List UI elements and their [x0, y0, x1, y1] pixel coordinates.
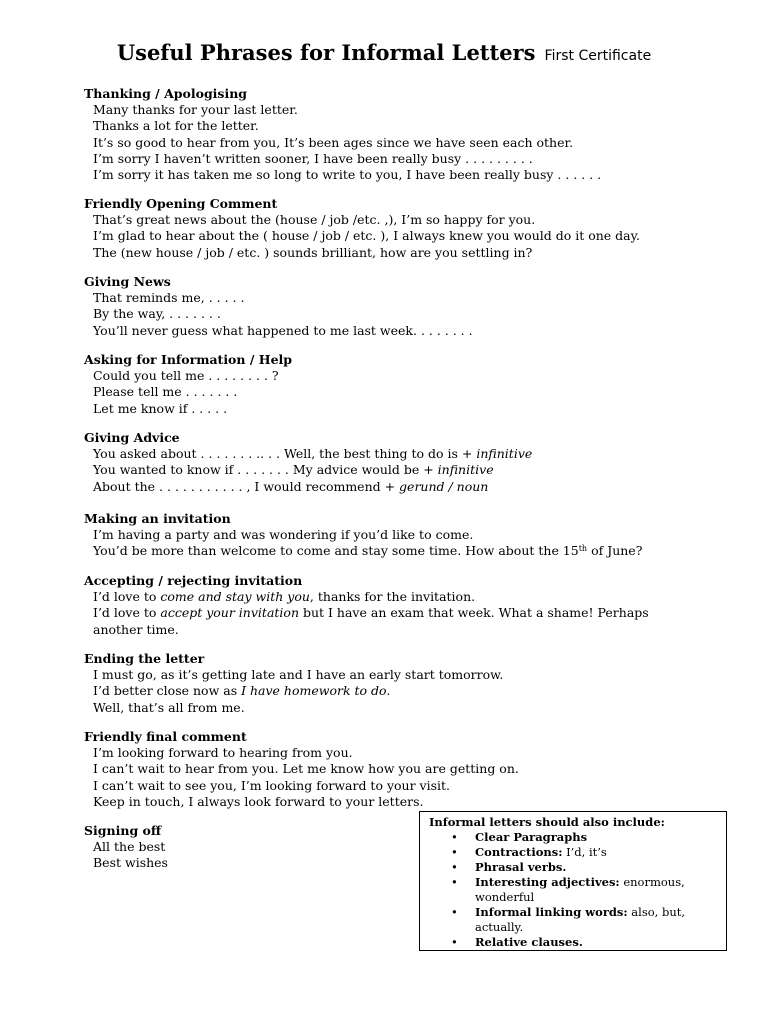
section-heading: Accepting / rejecting invitation [84, 573, 303, 588]
tip-bold: Phrasal verbs. [475, 860, 567, 874]
phrase-line: I must go, as it’s getting late and I have an early start tomorrow. [93, 667, 504, 683]
phrase-line: I can’t wait to see you, I’m looking forward to your visit. [93, 777, 451, 793]
tip-text: I’d, it’s [562, 845, 607, 859]
section-heading: Making an invitation [84, 511, 231, 526]
phrase-italic: infinitive [476, 446, 533, 462]
tip-bold: Interesting adjectives: [475, 875, 620, 889]
phrase-text: I’d love to [93, 605, 161, 621]
phrase-line [84, 446, 532, 462]
phrase-line: I’m sorry I haven’t written sooner, I have been really busy . . . . . . . . . [93, 150, 533, 166]
phrase-line: Well, that’s all from me. [93, 699, 245, 715]
phrase-line [84, 543, 642, 559]
section-heading: Thanking / Apologising [84, 86, 248, 101]
tip-bold: Clear Paragraphs [475, 830, 588, 844]
tip-bold: Relative clauses. [475, 935, 583, 949]
phrase-italic: accept your invitation [160, 605, 299, 621]
tip-bold: Contractions: [475, 845, 563, 859]
phrase-line: I’m looking forward to hearing from you. [93, 745, 353, 761]
phrase-line: Keep in touch, I always look forward to your letters. [93, 793, 424, 809]
section-invitation [84, 511, 642, 560]
section-ending [84, 651, 503, 716]
phrase-italic: gerund / noun [399, 478, 489, 494]
section-accepting [84, 573, 649, 638]
tip-bold: Informal linking words: [475, 905, 628, 919]
tips-list-item [429, 935, 720, 950]
section-news [84, 274, 473, 339]
phrase-text: I’d love to [93, 589, 161, 605]
phrase-line: By the way, . . . . . . . [93, 306, 221, 322]
section-final [84, 729, 519, 810]
section-heading: Asking for Information / Help [84, 352, 293, 367]
phrase-text: You wanted to know if . . . . . . . My advice would be + [93, 462, 438, 478]
section-heading: Signing off [84, 823, 162, 838]
phrase-line: another time. [93, 621, 179, 637]
section-advice [84, 430, 532, 495]
phrase-line: I’m having a party and was wondering if you’d like to come. [93, 527, 474, 543]
phrase-line [84, 479, 532, 495]
section-opening [84, 196, 640, 261]
phrase-line: I’m glad to hear about the ( house / job / etc. ), I always knew you would do it one day. [93, 228, 640, 244]
phrase-text: You’d be more than welcome to come and stay some time. How about the 15 [93, 543, 579, 559]
section-heading: Ending the letter [84, 651, 205, 666]
tips-box-title: Informal letters should also include: [429, 815, 665, 829]
tips-list-item [429, 875, 720, 905]
phrase-text: You asked about . . . . . . . .. . . Well, the best thing to do is + [93, 446, 477, 462]
tips-box [419, 811, 727, 951]
section-heading: Friendly final comment [84, 729, 247, 744]
phrase-text: I’d better close now as [93, 683, 242, 699]
phrase-line: Could you tell me . . . . . . . . ? [93, 368, 279, 384]
phrase-line: Many thanks for your last letter. [93, 102, 298, 118]
phrase-line: Please tell me . . . . . . . [93, 384, 238, 400]
phrase-line [84, 462, 532, 478]
tips-list [429, 830, 720, 950]
phrase-line: All the best [93, 839, 166, 855]
phrase-line [84, 589, 649, 605]
phrase-line [84, 683, 503, 699]
tips-list-item [429, 830, 720, 845]
section-thanking [84, 86, 601, 183]
tip-text: enormous, wonderful [475, 875, 685, 904]
phrase-line: That reminds me, . . . . . [93, 290, 245, 306]
phrase-line: It’s so good to hear from you, It’s been ages since we have seen each other. [93, 134, 574, 150]
section-signing [84, 823, 168, 872]
tip-text: also, but, actually. [475, 905, 686, 934]
phrase-text: , thanks for the invitation. [309, 589, 476, 605]
tips-list-item [429, 845, 720, 860]
section-heading: Friendly Opening Comment [84, 196, 278, 211]
phrase-italic: come and stay with you [160, 589, 310, 605]
title-main: Useful Phrases for Informal Letters [116, 40, 536, 65]
phrase-line: Let me know if . . . . . [93, 400, 228, 416]
phrase-line: Best wishes [93, 855, 168, 871]
phrase-line [84, 605, 649, 621]
section-heading: Giving Advice [84, 430, 180, 445]
phrase-line: You’ll never guess what happened to me last week. . . . . . . . [93, 322, 473, 338]
phrase-text: but I have an exam that week. What a shame! Perhaps [299, 605, 649, 621]
phrase-line: I can’t wait to hear from you. Let me know how you are getting on. [93, 761, 519, 777]
title-subtitle: First Certificate [544, 48, 652, 64]
tips-list-item [429, 905, 720, 935]
phrase-italic: I have homework to do. [241, 683, 391, 699]
phrase-line: Thanks a lot for the letter. [93, 118, 259, 134]
section-heading: Giving News [84, 274, 171, 289]
tips-list-item [429, 860, 720, 875]
page-title [0, 40, 768, 65]
phrase-line: I’m sorry it has taken me so long to write to you, I have been really busy . . . . . . [93, 167, 602, 183]
phrase-text: About the . . . . . . . . . . . , I would recommend + [93, 478, 400, 494]
section-asking [84, 352, 292, 417]
phrase-text: of June? [587, 543, 643, 559]
ordinal-suffix: th [578, 544, 588, 554]
phrase-italic: infinitive [437, 462, 494, 478]
phrase-line: The (new house / job / etc. ) sounds brilliant, how are you settling in? [93, 244, 533, 260]
phrase-line: That’s great news about the (house / job /etc. ,), I’m so happy for you. [93, 212, 536, 228]
